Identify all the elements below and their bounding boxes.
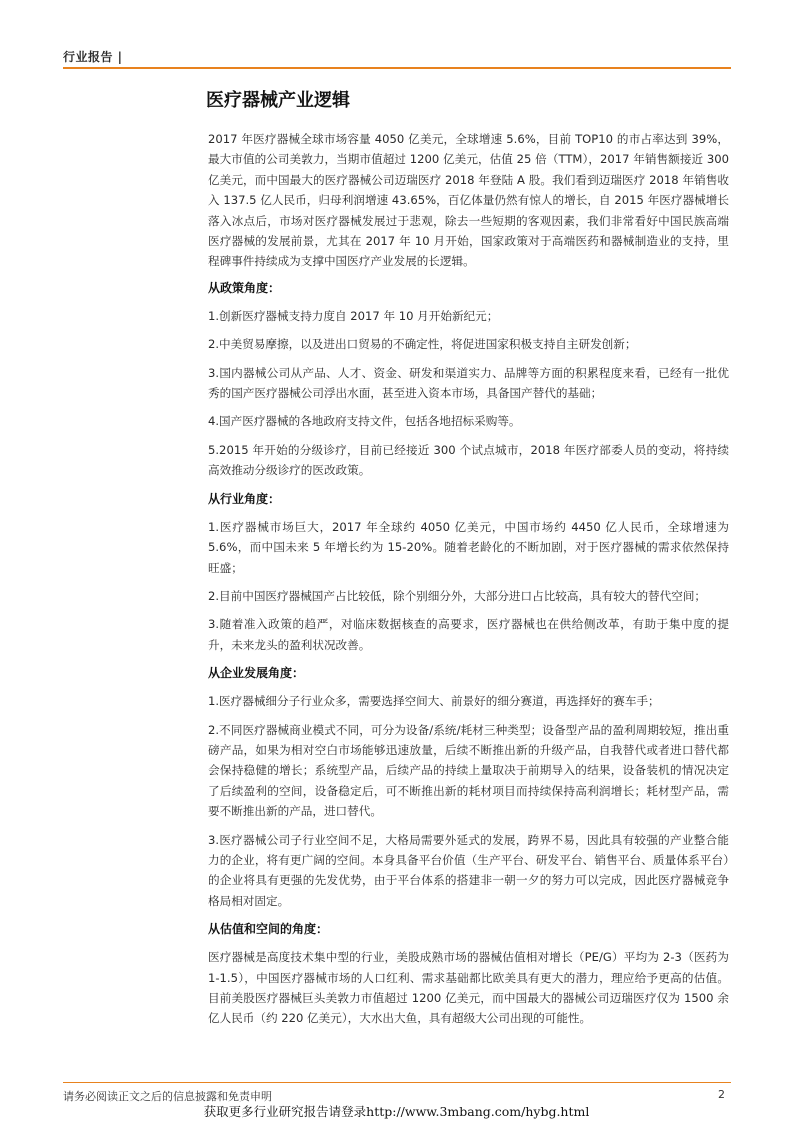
report-body — [208, 129, 729, 1037]
list-item: 1.创新医疗器械支持力度自 2017 年 10 月开始新纪元； — [208, 308, 499, 323]
section-heading-enterprise: 从企业发展角度： — [208, 666, 305, 681]
page-number: 2 — [718, 1088, 725, 1101]
footer-disclaimer: 请务必阅读正文之后的信息披露和免责申明 — [63, 1090, 272, 1103]
list-item: 2.目前中国医疗器械国产占比较低，除个别细分外，大部分进口占比较高，具有较大的替代空间； — [208, 588, 707, 603]
header-divider — [63, 67, 731, 69]
report-header-label: 行业报告 | — [63, 50, 123, 64]
list-item: 1.医疗器械市场巨大，2017 年全球约 4050 亿美元，中国市场约 4450 亿人民币，全球增速为 5.6%，而中国未来 5 年增长约为 15-20%。随着老龄化的不断加剧，对于医疗器械的需求依然保持旺盛； — [208, 519, 729, 575]
section-heading-industry: 从行业角度： — [208, 491, 281, 506]
list-item: 3.国内器械公司从产品、人才、资金、研发和渠道实力、品牌等方面的积累程度来看，已经有一批优秀的国产医疗器械公司浮出水面，甚至进入资本市场，具备国产替代的基础； — [208, 365, 729, 401]
list-item: 5.2015 年开始的分级诊疗，目前已经接近 300 个试点城市，2018 年医疗部委人员的变动，将持续高效推动分级诊疗的医改政策。 — [208, 442, 729, 478]
section-heading-policy: 从政策角度： — [208, 280, 281, 295]
watermark-link-text[interactable]: 获取更多行业研究报告请登录http://www.3mbang.com/hybg.html — [203, 1104, 590, 1119]
list-item: 3.随着准入政策的趋严，对临床数据核查的高要求，医疗器械也在供给侧改革，有助于集中度的提升，未来龙头的盈利状况改善。 — [208, 617, 729, 652]
section-heading-valuation: 从估值和空间的角度： — [208, 922, 329, 937]
intro-paragraph: 2017 年医疗器械全球市场容量 4050 亿美元，全球增速 5.6%，目前 TOP10 的市占率达到 39%，最大市值的公司美敦力，当期市值超过 1200 亿美元，估值 25 倍（TTM），2017 年销售额接近 300 亿美元，而中国最大的医疗器械公司迈瑞医疗 2018 年登陆 A 股。我们看到迈瑞医疗 2018 年销售收入 137.5 亿人民币，归母利润增速 43.65%，百亿体量仍然有惊人的增长，自 2015 年医疗器械增长落入冰点后，市场对医疗器械发展过于悲观，除去一些短期的客观因素，我们非常看好中国民族高端医疗器械的发展前景，尤其在 2017 年 10 月开始，国家政策对于高端医药和器械制造业的支持，里程碑事件持续成为支撑中国医疗产业发展的长逻辑。 — [208, 132, 729, 269]
list-item: 4.国产医疗器械的各地政府支持文件，包括各地招标采购等。 — [208, 414, 521, 429]
list-item: 3.医疗器械公司子行业空间不足，大格局需要外延式的发展，跨界不易，因此具有较强的产业整合能力的企业，将有更广阔的空间。本身具备平台价值（生产平台、研发平台、销售平台、质量体系平台）的企业将具有更强的先发优势，由于平台体系的搭建非一朝一夕的努力可以完成，因此医疗器械竞争格局相对固定。 — [208, 832, 729, 908]
page-title: 医疗器械产业逻辑 — [206, 90, 350, 111]
list-item: 2.中美贸易摩擦，以及进出口贸易的不确定性，将促进国家积极支持自主研发创新； — [208, 337, 637, 352]
list-item: 2.不同医疗器械商业模式不同，可分为设备/系统/耗材三种类型；设备型产品的盈利周期较短，推出重磅产品，如果为相对空白市场能够迅速放量，后续不断推出新的升级产品，自我替代或者进口替代都会保持稳健的增长；系统型产品，后续产品的持续上量取决于前期导入的结果，设备装机的情况决定了后续盈利的空间，设备稳定后，可不断推出新的耗材项目而持续保持高利润增长；耗材型产品，需要不断推出新的产品，进口替代。 — [208, 722, 729, 819]
list-item: 医疗器械是高度技术集中型的行业，美股成熟市场的器械估值相对增长（PE/G）平均为 2-3（医药为 1-1.5），中国医疗器械市场的人口红利、需求基础都比欧美具有更大的潜力，理应给予更高的估值。目前美股医疗器械巨头美敦力市值超过 1200 亿美元，而中国最大的器械公司迈瑞医疗仅为 1500 余亿人民币（约 220 亿美元），大水出大鱼，具有超级大公司出现的可能性。 — [208, 950, 729, 1026]
footer-divider — [63, 1082, 731, 1083]
list-item: 1.医疗器械细分子行业众多，需要选择空间大、前景好的细分赛道，再选择好的赛车手； — [208, 694, 660, 709]
